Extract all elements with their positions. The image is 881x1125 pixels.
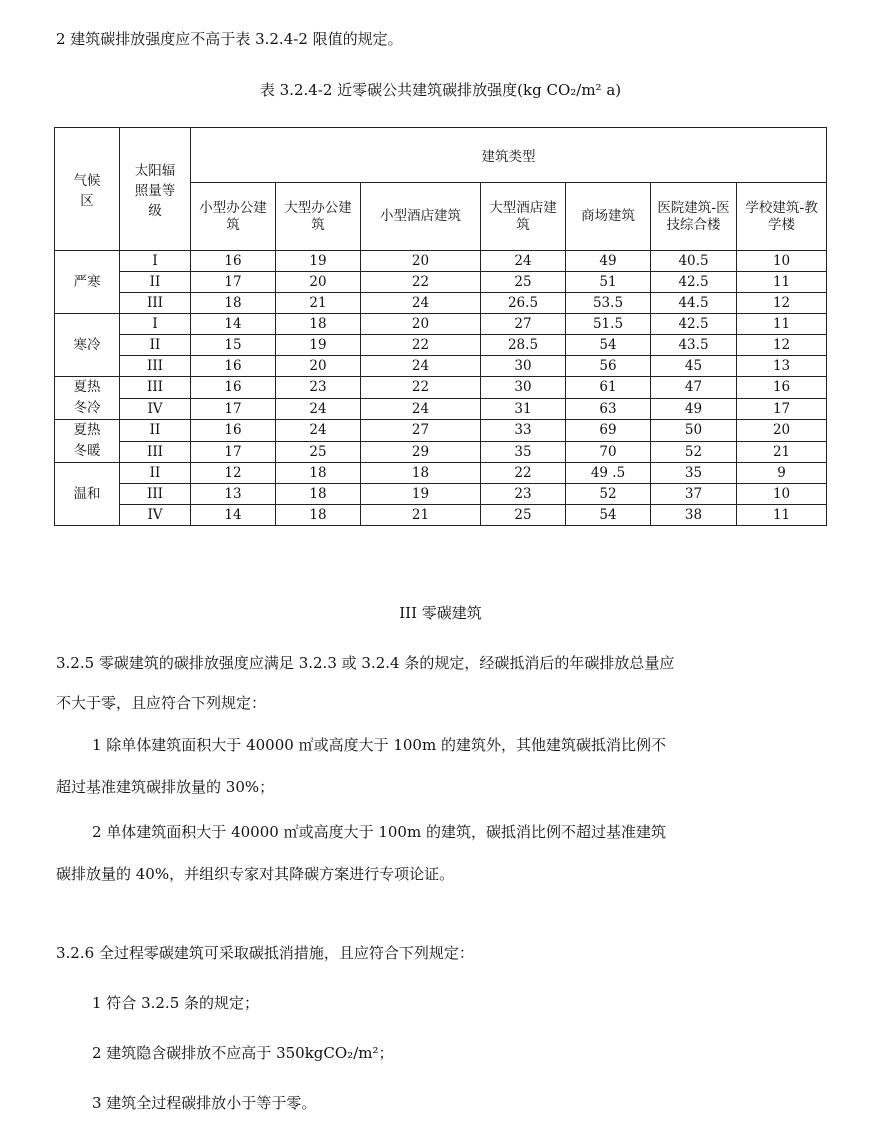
- table-body: [55, 251, 827, 526]
- solar-level-cell: III: [120, 377, 191, 399]
- limit-value-cell: 52: [566, 484, 651, 505]
- limit-value-cell: 23: [276, 377, 361, 399]
- limit-value-cell: 17: [737, 398, 827, 420]
- table-row: [55, 377, 827, 399]
- clause-3-2-6-item3: 3 建筑全过程碳排放小于等于零。: [92, 1094, 317, 1112]
- clause-3-2-5-item1-line1: 1 除单体建筑面积大于 40000 ㎡或高度大于 100m 的建筑外，其他建筑碳抵消比例不: [92, 736, 666, 754]
- limit-value-cell: 18: [276, 505, 361, 526]
- climate-zone-cell: 夏热冬暖: [55, 420, 120, 463]
- limit-value-cell: 49: [651, 398, 737, 420]
- limit-value-cell: 43.5: [651, 335, 737, 356]
- clause-3-2-6-item1: 1 符合 3.2.5 条的规定；: [92, 994, 260, 1012]
- limit-value-cell: 24: [481, 251, 566, 272]
- table-row: [55, 356, 827, 377]
- clause-3-2-5-item1-line2: 超过基准建筑碳排放量的 30%；: [56, 778, 275, 796]
- table-row: [55, 484, 827, 505]
- limit-value-cell: 50: [651, 420, 737, 442]
- limit-value-cell: 20: [737, 420, 827, 442]
- solar-level-cell: III: [120, 356, 191, 377]
- limit-value-cell: 11: [737, 272, 827, 293]
- limit-value-cell: 18: [191, 293, 276, 314]
- limit-value-cell: 16: [191, 356, 276, 377]
- limit-value-cell: 14: [191, 505, 276, 526]
- limit-value-cell: 20: [276, 272, 361, 293]
- limit-value-cell: 52: [651, 441, 737, 463]
- limit-value-cell: 21: [276, 293, 361, 314]
- limit-value-cell: 49 .5: [566, 463, 651, 484]
- intro-paragraph: 2 建筑碳排放强度应不高于表 3.2.4-2 限值的规定。: [56, 30, 403, 48]
- solar-level-cell: II: [120, 272, 191, 293]
- limit-value-cell: 29: [361, 441, 481, 463]
- table-row: [55, 251, 827, 272]
- limit-value-cell: 22: [361, 335, 481, 356]
- limit-value-cell: 20: [276, 356, 361, 377]
- limit-value-cell: 54: [566, 505, 651, 526]
- header-building-type: 小型酒店建筑: [361, 183, 481, 251]
- clause-3-2-5-line2: 不大于零，且应符合下列规定：: [56, 694, 267, 712]
- header-building-type: 商场建筑: [566, 183, 651, 251]
- limit-value-cell: 12: [737, 335, 827, 356]
- section-title: III 零碳建筑: [399, 604, 482, 622]
- limit-value-cell: 70: [566, 441, 651, 463]
- limit-value-cell: 56: [566, 356, 651, 377]
- limit-value-cell: 16: [191, 420, 276, 442]
- climate-zone-cell: 寒冷: [55, 314, 120, 377]
- limit-value-cell: 17: [191, 272, 276, 293]
- limit-value-cell: 38: [651, 505, 737, 526]
- limit-value-cell: 51: [566, 272, 651, 293]
- limit-value-cell: 26.5: [481, 293, 566, 314]
- limit-value-cell: 30: [481, 356, 566, 377]
- solar-level-cell: II: [120, 335, 191, 356]
- header-climate-zone: 气候区: [55, 128, 120, 251]
- limit-value-cell: 16: [191, 377, 276, 399]
- limit-value-cell: 37: [651, 484, 737, 505]
- limit-value-cell: 49: [566, 251, 651, 272]
- emission-limit-table: [54, 127, 827, 526]
- limit-value-cell: 42.5: [651, 272, 737, 293]
- header-solar-level: 太阳辐照量等级: [120, 128, 191, 251]
- limit-value-cell: 20: [361, 314, 481, 335]
- limit-value-cell: 31: [481, 398, 566, 420]
- limit-value-cell: 9: [737, 463, 827, 484]
- clause-3-2-5-item2-line2: 碳排放量的 40%，并组织专家对其降碳方案进行专项论证。: [56, 865, 455, 883]
- limit-value-cell: 10: [737, 484, 827, 505]
- table-caption: 表 3.2.4-2 近零碳公共建筑碳排放强度(kg CO₂/m² a): [259, 81, 622, 99]
- limit-value-cell: 53.5: [566, 293, 651, 314]
- header-building-type: 医院建筑-医技综合楼: [651, 183, 737, 251]
- limit-value-cell: 25: [481, 505, 566, 526]
- limit-value-cell: 69: [566, 420, 651, 442]
- limit-value-cell: 10: [737, 251, 827, 272]
- limit-value-cell: 22: [481, 463, 566, 484]
- clause-3-2-6: 3.2.6 全过程零碳建筑可采取碳抵消措施，且应符合下列规定：: [56, 944, 474, 962]
- limit-value-cell: 17: [191, 398, 276, 420]
- header-building-type: 小型办公建筑: [191, 183, 276, 251]
- limit-value-cell: 24: [276, 420, 361, 442]
- table-row: [55, 272, 827, 293]
- table-row: [55, 441, 827, 463]
- limit-value-cell: 11: [737, 314, 827, 335]
- limit-value-cell: 25: [276, 441, 361, 463]
- solar-level-cell: I: [120, 251, 191, 272]
- limit-value-cell: 14: [191, 314, 276, 335]
- table-row: [55, 314, 827, 335]
- limit-value-cell: 16: [737, 377, 827, 399]
- limit-value-cell: 12: [737, 293, 827, 314]
- header-building-type-group: 建筑类型: [191, 128, 827, 183]
- limit-value-cell: 35: [651, 463, 737, 484]
- climate-zone-cell: 温和: [55, 463, 120, 526]
- clause-3-2-5-line1: 3.2.5 零碳建筑的碳排放强度应满足 3.2.3 或 3.2.4 条的规定，经碳抵消后的年碳排放总量应: [56, 654, 675, 672]
- limit-value-cell: 21: [737, 441, 827, 463]
- limit-value-cell: 18: [276, 314, 361, 335]
- clause-3-2-5-item2-line1: 2 单体建筑面积大于 40000 ㎡或高度大于 100m 的建筑，碳抵消比例不超过基准建筑: [92, 823, 666, 841]
- header-building-type: 大型酒店建筑: [481, 183, 566, 251]
- limit-value-cell: 13: [737, 356, 827, 377]
- table-row: [55, 335, 827, 356]
- solar-level-cell: III: [120, 441, 191, 463]
- limit-value-cell: 16: [191, 251, 276, 272]
- limit-value-cell: 35: [481, 441, 566, 463]
- clause-3-2-6-item2: 2 建筑隐含碳排放不应高于 350kgCO₂/m²；: [92, 1044, 394, 1062]
- limit-value-cell: 23: [481, 484, 566, 505]
- limit-value-cell: 45: [651, 356, 737, 377]
- limit-value-cell: 25: [481, 272, 566, 293]
- limit-value-cell: 51.5: [566, 314, 651, 335]
- limit-value-cell: 61: [566, 377, 651, 399]
- table-row: [55, 293, 827, 314]
- table-row: [55, 505, 827, 526]
- limit-value-cell: 27: [481, 314, 566, 335]
- solar-level-cell: II: [120, 420, 191, 442]
- limit-value-cell: 63: [566, 398, 651, 420]
- limit-value-cell: 18: [361, 463, 481, 484]
- limit-value-cell: 24: [361, 398, 481, 420]
- limit-value-cell: 17: [191, 441, 276, 463]
- limit-value-cell: 13: [191, 484, 276, 505]
- limit-value-cell: 19: [361, 484, 481, 505]
- table-row: [55, 420, 827, 442]
- solar-level-cell: III: [120, 293, 191, 314]
- solar-level-cell: IV: [120, 505, 191, 526]
- limit-value-cell: 19: [276, 251, 361, 272]
- limit-value-cell: 47: [651, 377, 737, 399]
- limit-value-cell: 19: [276, 335, 361, 356]
- limit-value-cell: 28.5: [481, 335, 566, 356]
- table-row: [55, 463, 827, 484]
- limit-value-cell: 42.5: [651, 314, 737, 335]
- limit-value-cell: 27: [361, 420, 481, 442]
- solar-level-cell: IV: [120, 398, 191, 420]
- solar-level-cell: II: [120, 463, 191, 484]
- limit-value-cell: 12: [191, 463, 276, 484]
- limit-value-cell: 18: [276, 463, 361, 484]
- climate-zone-cell: 严寒: [55, 251, 120, 314]
- header-building-type: 大型办公建筑: [276, 183, 361, 251]
- limit-value-cell: 40.5: [651, 251, 737, 272]
- limit-value-cell: 15: [191, 335, 276, 356]
- limit-value-cell: 33: [481, 420, 566, 442]
- table-row: [55, 398, 827, 420]
- solar-level-cell: I: [120, 314, 191, 335]
- limit-value-cell: 44.5: [651, 293, 737, 314]
- limit-value-cell: 24: [361, 293, 481, 314]
- limit-value-cell: 11: [737, 505, 827, 526]
- limit-value-cell: 18: [276, 484, 361, 505]
- limit-value-cell: 30: [481, 377, 566, 399]
- limit-value-cell: 24: [361, 356, 481, 377]
- limit-value-cell: 22: [361, 377, 481, 399]
- solar-level-cell: III: [120, 484, 191, 505]
- limit-value-cell: 24: [276, 398, 361, 420]
- limit-value-cell: 22: [361, 272, 481, 293]
- climate-zone-cell: 夏热冬冷: [55, 377, 120, 420]
- limit-value-cell: 20: [361, 251, 481, 272]
- header-building-type: 学校建筑-教学楼: [737, 183, 827, 251]
- limit-value-cell: 21: [361, 505, 481, 526]
- limit-value-cell: 54: [566, 335, 651, 356]
